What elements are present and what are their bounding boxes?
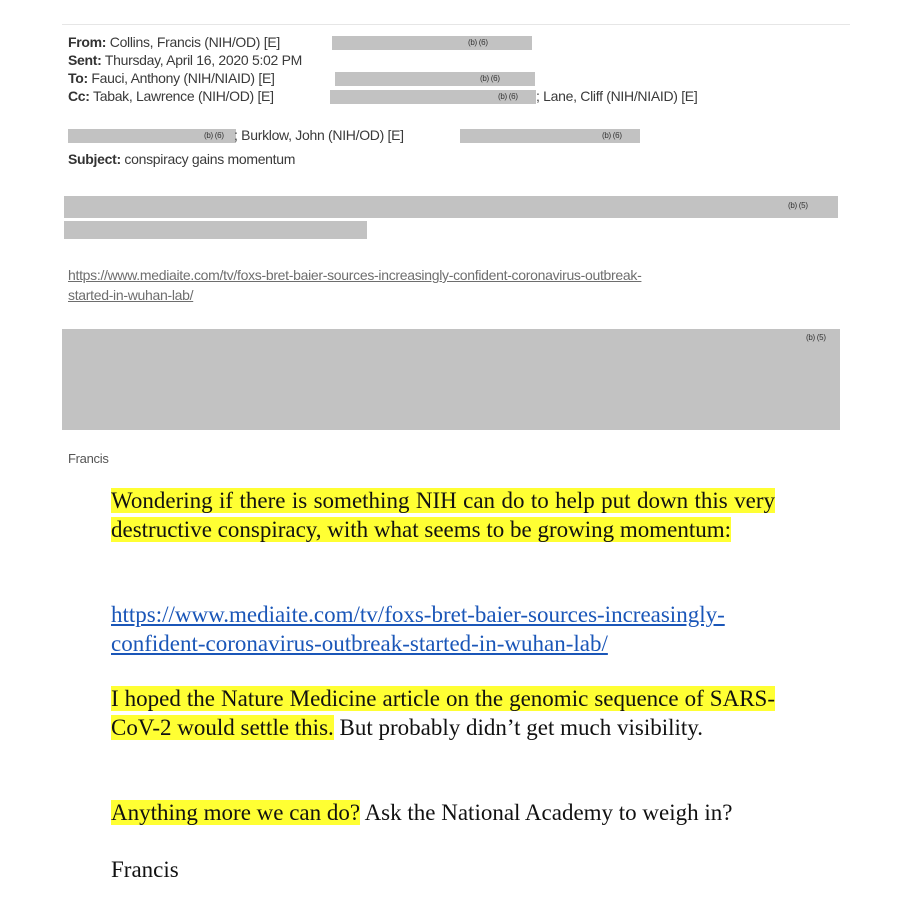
plain-text: Ask the National Academy to weigh in? [360,800,733,825]
sent-label: Sent: [68,52,102,68]
highlighted-text: Anything more we can do? [111,800,361,825]
redaction-code: (b) (6) [498,92,518,101]
cc-line [68,87,274,105]
redaction-code: (b) (6) [480,74,500,83]
scanned-signature: Francis [68,451,109,466]
link-line-1[interactable]: https://www.mediaite.com/tv/foxs-bret-baier-sources-increasingly- [111,602,725,627]
from-label: From: [68,34,107,50]
cc-line-continued [536,87,697,105]
transcript-link[interactable] [111,600,775,658]
redaction-code: (b) (5) [788,201,808,210]
sent-value: Thursday, April 16, 2020 5:02 PM [104,52,303,68]
highlighted-text: Wondering if there is something NIH can do to help put down this very destructive conspiracy, with what seems to be growing momentum: [111,488,775,542]
scanned-link-line-2[interactable]: started-in-wuhan-lab/ [68,287,194,303]
redaction-box [335,72,535,86]
scanned-link[interactable] [68,265,858,305]
to-value: Fauci, Anthony (NIH/NIAID) [E] [91,70,275,86]
top-divider [62,24,850,25]
redaction-code: (b) (5) [806,333,826,342]
paragraph-3 [111,684,775,742]
cc-value-1: Tabak, Lawrence (NIH/OD) [E] [93,88,274,104]
cc-value-3: ; Burklow, John (NIH/OD) [E] [234,127,404,143]
link-line-2[interactable]: confident-coronavirus-outbreak-started-in-wuhan-lab/ [111,631,608,656]
redaction-code: (b) (6) [602,131,622,140]
paragraph-1 [111,486,775,544]
subject-line [68,150,295,168]
redaction-box [64,196,838,218]
cc-line-wrap [234,126,404,144]
redaction-box [332,36,532,50]
sent-line [68,51,302,69]
redaction-code: (b) (6) [468,38,488,47]
redaction-block [62,329,840,430]
signature: Francis [111,857,179,882]
highlighted-text: I hoped the Nature Medicine article on the genomic sequence of SARS-CoV-2 would settle this. [111,686,775,740]
from-line [68,33,280,51]
subject-value: conspiracy gains momentum [124,151,296,167]
subject-label: Subject: [68,151,121,167]
cc-label: Cc: [68,88,90,104]
paragraph-4 [111,798,775,827]
scanned-link-line-1[interactable]: https://www.mediaite.com/tv/foxs-bret-baier-sources-increasingly-confident-coronavirus-outbreak- [68,267,642,283]
redaction-code: (b) (6) [204,131,224,140]
to-line [68,69,275,87]
redaction-box [64,221,367,239]
plain-text: But probably didn’t get much visibility. [333,715,704,740]
from-value: Collins, Francis (NIH/OD) [E] [109,34,280,50]
to-label: To: [68,70,88,86]
cc-value-2: ; Lane, Cliff (NIH/NIAID) [E] [536,88,698,104]
